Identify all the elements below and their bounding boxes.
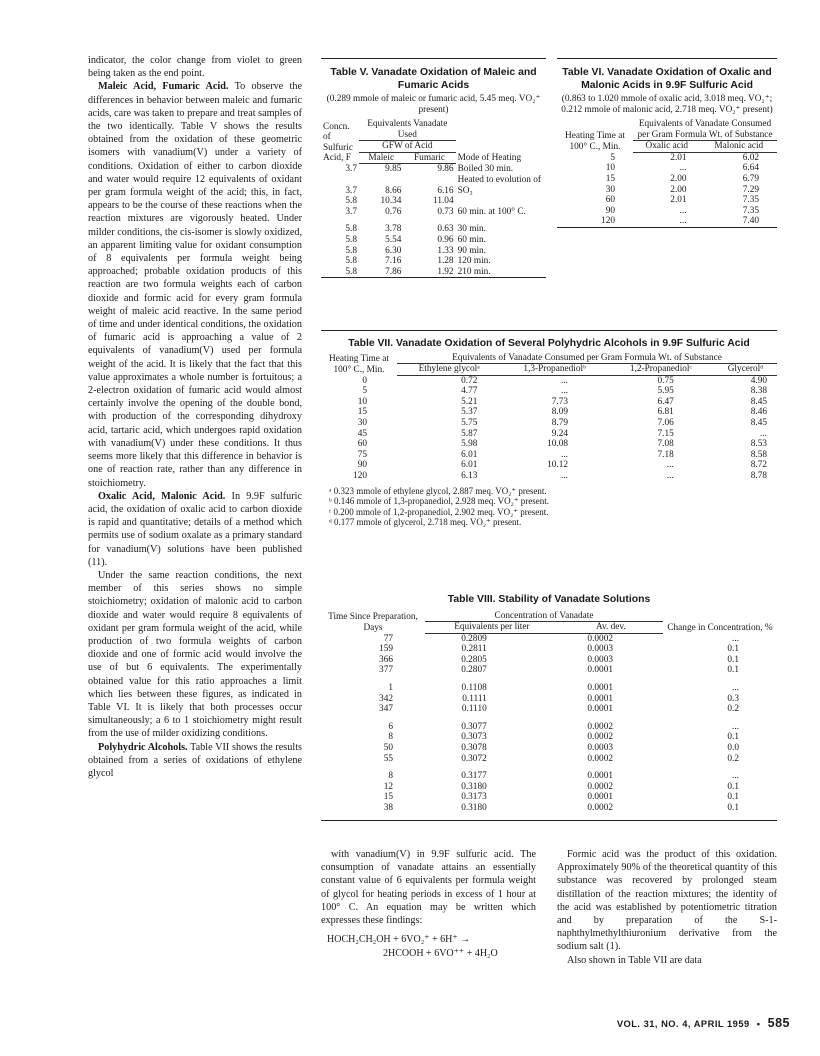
table-cell: 0.1	[727, 803, 739, 813]
table-cell: ...	[732, 633, 739, 644]
table-cell: 0.0001	[587, 693, 613, 704]
table-cell: 0.1	[727, 665, 739, 676]
table-row	[321, 644, 777, 655]
table-row	[321, 217, 546, 224]
paragraph-text: To observe the differences in behavior between maleic and fumaric acids, care was taken to prepare and treat samples of the two identically. Table V shows the results obtained from the oxidation of these geometric isomers with vanadium(V) under a variety of conditions. Oxidation of either to carbon dioxide and water would require 12 equivalents of oxidant per gram formula weight of the acid; this, in fact, appears to be the course of these reactions when the reaction mixtures are vigorously heated. Under milder conditions, the cis-isomer is slowly oxidized, an apparent limiting value for oxidant consumption of 8 equivalents per formula weight being approached; probable oxidation products of this reaction are two formula weights each of carbon dioxide and formic acid for every gram formula weight of maleic acid reactive. In the same period of time and under identical conditions, the oxidation of fumaric acid is approaching a value of 2 equivalents of vanadium(V) used per formula weight of the acid. It is likely that the fact that this value approximates a whole number is fortuitous; a 2-electron oxidation of fumaric acid would almost certainly involve the opening of the double bond, with production of the corresponding dihydroxy acid, tartaric acid, which undergoes rapid oxidation with vanadium(V) under these conditions. It thus seems more likely that this difference in behavior is one of reaction rate, rather than any difference in stoichiometry.	[88, 81, 302, 489]
table-7-col-13: 1,3-Propanediolᵇ	[501, 364, 608, 376]
table-row	[321, 732, 777, 743]
table-cell: 55	[383, 753, 393, 764]
table-cell: 0.2805	[461, 654, 487, 665]
table-cell: 0.0002	[587, 753, 613, 764]
table-5-grid	[321, 119, 546, 278]
table-7-col-12: 1,2-Propanediolᶜ	[608, 364, 714, 376]
table-cell: 3.7	[345, 164, 357, 175]
table-cell: 120 min.	[457, 256, 491, 267]
table-row	[321, 267, 546, 278]
page-number: 585	[767, 1016, 790, 1030]
table-cell: 0.0001	[587, 665, 613, 676]
table-cell: 6.64	[742, 163, 759, 174]
mid-column-text	[321, 848, 536, 961]
table-cell: 38	[383, 803, 393, 813]
table-cell: 8.53	[750, 439, 767, 450]
table-cell: 10.08	[547, 439, 568, 450]
paragraph	[88, 54, 302, 80]
footer-bullet: •	[756, 1019, 761, 1029]
table-cell: 9.24	[551, 428, 568, 439]
table-cell: 3.78	[385, 224, 402, 235]
table-row	[321, 256, 546, 267]
table-row	[321, 722, 777, 733]
table-cell: 77	[383, 633, 393, 644]
table-cell: ...	[679, 205, 687, 216]
table-5-col-mode: Mode of Heating	[457, 153, 522, 164]
table-cell: 11.04	[433, 196, 454, 207]
table-row	[321, 429, 777, 440]
paragraph	[557, 848, 777, 954]
table-cell: 6.79	[742, 173, 759, 184]
table-cell: 60 min. at 100° C.	[457, 206, 526, 217]
table-cell: 8.78	[750, 471, 767, 482]
table-cell: 210 min.	[457, 266, 491, 277]
table-cell: 2.00	[670, 184, 687, 195]
table-row	[321, 633, 777, 644]
table-cell: 0.96	[437, 234, 454, 245]
equation-line-2: 2HCOOH + 6VO⁺⁺ + 4H₂O	[383, 948, 498, 960]
table-cell: 12	[383, 781, 393, 792]
table-row	[321, 704, 777, 715]
table-cell: 5	[362, 386, 367, 397]
table-cell: 0.3077	[461, 721, 487, 732]
table-6-grid	[557, 119, 777, 228]
table-cell: 377	[379, 665, 393, 676]
paragraph-text: with vanadium(V) in 9.9F sulfuric acid. The consumption of vanadate attains an essentially constant value of 6 equivalents per formula weight of glycol for heating periods in excess of 1 hour at 100° C. An equation may be written which expresses these findings:	[321, 849, 536, 927]
table-8-grid	[321, 611, 777, 814]
table-cell: ...	[561, 449, 568, 460]
table-cell: ...	[666, 460, 674, 471]
table-7-col-time: Heating Time at 100° C., Min.	[329, 354, 389, 375]
table-cell: 0.1	[727, 781, 739, 792]
left-column-text	[88, 54, 302, 780]
paragraph-text: indicator, the color change from violet to green being taken as the end point.	[88, 55, 302, 80]
paragraph	[88, 80, 302, 489]
table-row	[321, 397, 777, 408]
table-cell: 5.8	[345, 256, 357, 267]
table-cell: 10.34	[380, 196, 402, 207]
table-7-col-gly: Glycerolᵈ	[714, 364, 777, 376]
table-6-col-malonic: Malonic acid	[701, 141, 777, 153]
table-cell: 8.79	[551, 418, 568, 429]
table-cell: 0.0003	[587, 654, 613, 665]
table-cell: 8	[388, 771, 393, 782]
table-cell: 0.0003	[587, 743, 613, 754]
table-cell: ...	[666, 471, 674, 482]
table-cell: 0.0001	[587, 683, 613, 694]
table-cell: 8.45	[750, 396, 767, 407]
table-row	[321, 386, 777, 397]
table-5-subtitle: (0.289 mmole of maleic or fumaric acid, 5.45 meq. VO₂⁺ present)	[326, 94, 541, 115]
table-cell: 5.8	[345, 224, 357, 235]
table-cell: 347	[379, 704, 393, 715]
table-cell: 342	[379, 693, 393, 704]
table-cell: 60	[605, 195, 615, 206]
table-cell: 7.16	[385, 256, 402, 267]
table-8-col-time: Time Since Preparation, Days	[328, 612, 418, 633]
table-cell: 6.13	[461, 471, 478, 482]
table-cell: 60 min.	[457, 234, 487, 245]
table-8-col-change: Change in Concentration, %	[667, 622, 773, 633]
table-row	[321, 375, 777, 386]
table-cell: 0.3072	[461, 753, 487, 764]
table-row	[321, 207, 546, 218]
table-cell: 7.86	[385, 266, 402, 277]
table-row	[321, 224, 546, 235]
table-cell: ...	[561, 471, 568, 482]
table-cell: 9.86	[437, 164, 454, 175]
table-row	[557, 152, 777, 163]
table-cell: 0.0001	[587, 792, 613, 803]
table-cell: 6.16	[437, 185, 454, 196]
spacer	[321, 676, 425, 683]
paragraph-text: Formic acid was the product of this oxidation. Approximately 90% of the theoretical quantity of this substance was recovered by prolonged steam distillation of the reaction mixtures; the identity of the acid was established by potentiometric titration and by preparation of the S-1-naphthylmethylthiuronium derivative from the sodium salt (1).	[557, 849, 777, 953]
table-cell: 10	[357, 396, 367, 407]
table-cell: 15	[383, 792, 393, 803]
table-cell	[359, 217, 403, 224]
table-cell: 0.2	[727, 704, 739, 715]
table-cell: 120	[353, 471, 367, 482]
table-7-col-equiv: Equivalents of Vanadate Consumed per Gram Formula Wt. of Substance	[397, 353, 777, 364]
table-cell: 5.8	[345, 196, 357, 207]
table-cell: 50	[383, 743, 393, 754]
table-cell: 0.0001	[587, 704, 613, 715]
table-cell: 90 min.	[457, 245, 487, 256]
table-row	[557, 174, 777, 185]
table-cell: 0.0	[727, 743, 739, 754]
table-cell: 0.75	[657, 375, 674, 386]
table-cell: 5.8	[345, 234, 357, 245]
table-cell: 5.75	[461, 418, 478, 429]
divider-rule	[321, 330, 777, 331]
table-cell: 7.08	[657, 439, 674, 450]
table-cell: 10	[605, 163, 615, 174]
table-cell: 1.92	[437, 266, 454, 277]
table-cell: 0.3	[727, 693, 739, 704]
row-gap	[321, 715, 777, 722]
table-cell: 8.46	[750, 407, 767, 418]
table-row	[321, 439, 777, 450]
table-6-col-oxalic: Oxalic acid	[633, 141, 701, 153]
table-6-col-time: Heating Time at 100° C., Min.	[565, 131, 625, 152]
table-cell: 10.12	[547, 460, 568, 471]
table-5-col-conc: Concn. of Sulfuric Acid, F	[323, 121, 353, 164]
table-row	[557, 195, 777, 206]
table-cell	[456, 217, 546, 224]
table-7-title: Table VII. Vanadate Oxidation of Several Polyhydric Alcohols in 9.9F Sulfuric Acid	[348, 338, 750, 349]
table-cell: 2.01	[670, 195, 687, 206]
table-cell: 7.40	[742, 216, 759, 227]
table-row	[557, 206, 777, 217]
table-cell: ...	[732, 721, 739, 732]
table-cell: 0.3180	[461, 781, 487, 792]
table-cell: 3.7	[345, 206, 357, 217]
table-8-col-conc: Concentration of Vanadate	[425, 611, 663, 622]
table-cell: 6.02	[742, 152, 759, 163]
table-cell: 0.1108	[461, 683, 487, 694]
table-7-footnotes	[321, 486, 777, 528]
table-cell: 75	[357, 449, 367, 460]
table-8-col-eq: Equivalents per liter	[425, 622, 559, 634]
table-cell: 0.0002	[587, 732, 613, 743]
equation-line-1: HOCH₂CH₂OH + 6VO₂⁺ + 6H⁺ →	[327, 934, 471, 946]
table-cell: 0.1	[727, 732, 739, 743]
table-cell: 0.2811	[461, 644, 487, 655]
table-cell: 0.3078	[461, 743, 487, 754]
table-cell: 7.06	[657, 418, 674, 429]
table-cell: 8	[388, 732, 393, 743]
equation	[321, 933, 536, 961]
table-8-col-dev: Av. dev.	[559, 622, 663, 634]
table-cell: ...	[732, 771, 739, 782]
table-cell: 1.28	[437, 256, 454, 267]
table-cell: 2.01	[670, 152, 687, 163]
table-cell: 6.01	[461, 449, 478, 460]
table-cell: 4.77	[461, 386, 478, 397]
table-cell: 5.21	[461, 396, 478, 407]
paragraph-text: In 9.9F sulfuric acid, the oxidation of oxalic acid to carbon dioxide is rapid and quantitative; details of a method which permits use of sodium oxalate as a primary standard for vanadium(V) solutions have been published (11).	[88, 490, 302, 568]
table-7-grid	[321, 353, 777, 482]
page-footer	[617, 1016, 790, 1030]
table-cell: 5	[610, 152, 615, 163]
table-cell: 6.01	[461, 460, 478, 471]
table-cell: 7.35	[742, 205, 759, 216]
table-cell: 0.76	[385, 206, 402, 217]
table-7	[321, 338, 777, 528]
paragraph	[88, 569, 302, 741]
table-cell: 3.7	[345, 185, 357, 196]
row-gap	[321, 764, 777, 771]
table-6-subtitle: (0.863 to 1.020 mmole of oxalic acid, 3.018 meq. VO₂⁺; 0.212 mmole of malonic acid, 2.718 meq. VO₂⁺ present)	[561, 94, 773, 115]
table-6	[557, 58, 777, 228]
table-5-title: Table V. Vanadate Oxidation of Maleic and Fumaric Acids	[330, 67, 537, 91]
table-5-col-gfw: GFW of Acid	[359, 141, 456, 153]
table-cell: 90	[357, 460, 367, 471]
table-row	[321, 164, 546, 175]
table-cell: 6.30	[385, 245, 402, 256]
table-cell: 0.2	[727, 753, 739, 764]
table-cell: 5.95	[657, 386, 674, 397]
table-cell: 6.47	[657, 396, 674, 407]
run-in-heading: Oxalic Acid, Malonic Acid.	[98, 490, 226, 502]
table-row	[557, 163, 777, 174]
paragraph	[88, 741, 302, 781]
spacer	[321, 764, 425, 771]
table-cell: 1	[388, 683, 393, 694]
table-row	[321, 175, 546, 196]
table-cell: ...	[679, 163, 687, 174]
table-cell: 0.2809	[461, 633, 487, 644]
table-cell: 0.3173	[461, 792, 487, 803]
table-cell: ...	[760, 428, 767, 439]
table-cell	[456, 196, 546, 207]
table-row	[321, 418, 777, 429]
table-5-col-maleic: Maleic	[359, 152, 403, 164]
table-cell: 45	[357, 428, 367, 439]
footnote: ᶜ 0.200 mmole of 1,2-propanediol, 2.902 meq. VO₂⁺ present.	[329, 506, 549, 517]
table-cell: 159	[379, 644, 393, 655]
table-row	[321, 235, 546, 246]
run-in-heading: Maleic Acid, Fumaric Acid.	[98, 81, 229, 93]
table-row	[557, 216, 777, 227]
table-cell: 30	[357, 418, 367, 429]
table-cell: 0.2807	[461, 665, 487, 676]
table-cell: 7.15	[657, 428, 674, 439]
table-row	[321, 683, 777, 694]
table-row	[321, 196, 546, 207]
table-cell: 5.8	[345, 266, 357, 277]
table-cell: 0.1	[727, 792, 739, 803]
table-6-title: Table VI. Vanadate Oxidation of Oxalic and Malonic Acids in 9.9F Sulfuric Acid	[562, 67, 772, 91]
table-cell: 4.90	[750, 375, 767, 386]
right-column-text	[557, 848, 777, 967]
table-cell: 8.72	[750, 460, 767, 471]
table-5-col-equiv: Equivalents Vanadate Used	[367, 119, 448, 140]
table-cell: 5.8	[345, 245, 357, 256]
table-cell: Boiled 30 min.	[457, 164, 514, 175]
table-cell: 366	[379, 654, 393, 665]
table-cell: 0.63	[437, 224, 454, 235]
table-cell: 0.72	[461, 375, 478, 386]
table-cell: 0.3073	[461, 732, 487, 743]
table-row	[321, 792, 777, 803]
table-cell: 2.00	[670, 173, 687, 184]
table-cell: 5.37	[461, 407, 478, 418]
table-cell: 7.73	[551, 396, 568, 407]
table-row	[321, 754, 777, 765]
table-cell: 8.45	[750, 418, 767, 429]
table-cell: 15	[357, 407, 367, 418]
table-cell: 15	[605, 173, 615, 184]
table-cell: ...	[732, 683, 739, 694]
table-cell: 0.1	[727, 644, 739, 655]
table-row	[321, 471, 777, 482]
table-row	[321, 803, 777, 814]
paragraph-text: Under the same reaction conditions, the next member of this series shows no simple stoichiometry; oxidation of malonic acid to carbon dioxide and water would require 8 equivalents of oxidant per gram formula weight of the acid, while production of two formula weights of carbon dioxide and one of formic acid would involve the use of but 6 equivalents. The experimentally obtained value for this ratio approaches a limit which lies between these figures, as indicated in Table VI. It is likely that both processes occur simultaneously; a 6 to 1 stoichiometry might result from the use of milder oxidizing conditions.	[88, 569, 302, 740]
table-cell: 0.0002	[587, 781, 613, 792]
table-cell	[321, 217, 359, 224]
table-row	[321, 694, 777, 705]
row-gap	[321, 676, 777, 683]
table-row	[557, 185, 777, 196]
table-cell: ...	[561, 386, 568, 397]
table-cell: ...	[679, 216, 687, 227]
table-cell: 0.0002	[587, 803, 613, 813]
table-cell: 0	[362, 375, 367, 386]
paragraph-text: Table VII shows the results obtained from a series of oxidations of ethylene glycol	[88, 741, 302, 779]
table-row	[321, 771, 777, 782]
paragraph	[557, 954, 777, 967]
footnote: ᵇ 0.146 mmole of 1,3-propanediol, 2.928 meq. VO₂⁺ present.	[329, 496, 549, 507]
footer-issue: VOL. 31, NO. 4, APRIL 1959	[616, 1019, 750, 1029]
table-cell: 8.66	[385, 185, 402, 196]
paragraph	[321, 848, 536, 927]
table-cell: 8.58	[750, 449, 767, 460]
table-cell: 7.35	[742, 195, 759, 206]
table-cell: 8.09	[551, 407, 568, 418]
table-cell: 7.29	[742, 184, 759, 195]
table-cell: 8.38	[750, 386, 767, 397]
table-cell: 0.73	[437, 206, 454, 217]
table-row	[321, 743, 777, 754]
table-row	[321, 655, 777, 666]
table-cell: 60	[357, 439, 367, 450]
table-cell: 5.54	[385, 234, 402, 245]
table-cell: ...	[561, 375, 568, 386]
table-cell: 5.87	[461, 428, 478, 439]
table-cell: 6	[388, 721, 393, 732]
table-8	[321, 594, 777, 821]
table-row	[321, 246, 546, 257]
table-cell: 7.18	[657, 449, 674, 460]
table-8-title: Table VIII. Stability of Vanadate Solutions	[447, 594, 651, 605]
table-7-col-eg: Ethylene glycolᵃ	[397, 364, 501, 376]
table-cell: 0.3180	[461, 803, 487, 813]
table-cell: 5.98	[461, 439, 478, 450]
footnote: ᵃ 0.323 mmole of ethylene glycol, 2.887 meq. VO₂⁺ present.	[329, 485, 547, 496]
table-cell: 0.3177	[461, 771, 487, 782]
run-in-heading: Polyhydric Alcohols.	[98, 741, 188, 753]
table-6-col-equiv: Equivalents of Vanadate Consumed per Gram Formula Wt. of Substance	[633, 119, 777, 141]
table-cell: 120	[601, 216, 615, 227]
table-cell: 0.0002	[587, 721, 613, 732]
table-cell: 30 min.	[457, 224, 487, 235]
table-cell: 0.1	[727, 654, 739, 665]
table-cell: 0.0002	[587, 633, 613, 644]
table-row	[321, 782, 777, 793]
table-cell: 1.33	[437, 245, 454, 256]
table-cell: 0.0003	[587, 644, 613, 655]
table-row	[321, 460, 777, 471]
table-5	[321, 58, 546, 278]
table-cell: 0.0001	[587, 771, 613, 782]
table-cell	[403, 217, 455, 224]
paragraph-text: Also shown in Table VII are data	[567, 954, 702, 966]
table-cell: 90	[605, 205, 615, 216]
table-row	[321, 665, 777, 676]
table-cell: 6.81	[657, 407, 674, 418]
table-5-col-fumaric: Fumaric	[403, 152, 455, 164]
table-cell: Heated to evolution of SO₃	[457, 174, 541, 196]
table-row	[321, 407, 777, 418]
table-cell: 0.1110	[461, 704, 487, 715]
table-row	[321, 450, 777, 461]
table-cell: 9.85	[385, 164, 402, 175]
table-cell: 0.1111	[462, 693, 487, 704]
spacer	[321, 715, 425, 722]
table-cell: 30	[605, 184, 615, 195]
footnote: ᵈ 0.177 mmole of glycerol, 2.718 meq. VO₂⁺ present.	[329, 517, 522, 528]
paragraph	[88, 490, 302, 569]
